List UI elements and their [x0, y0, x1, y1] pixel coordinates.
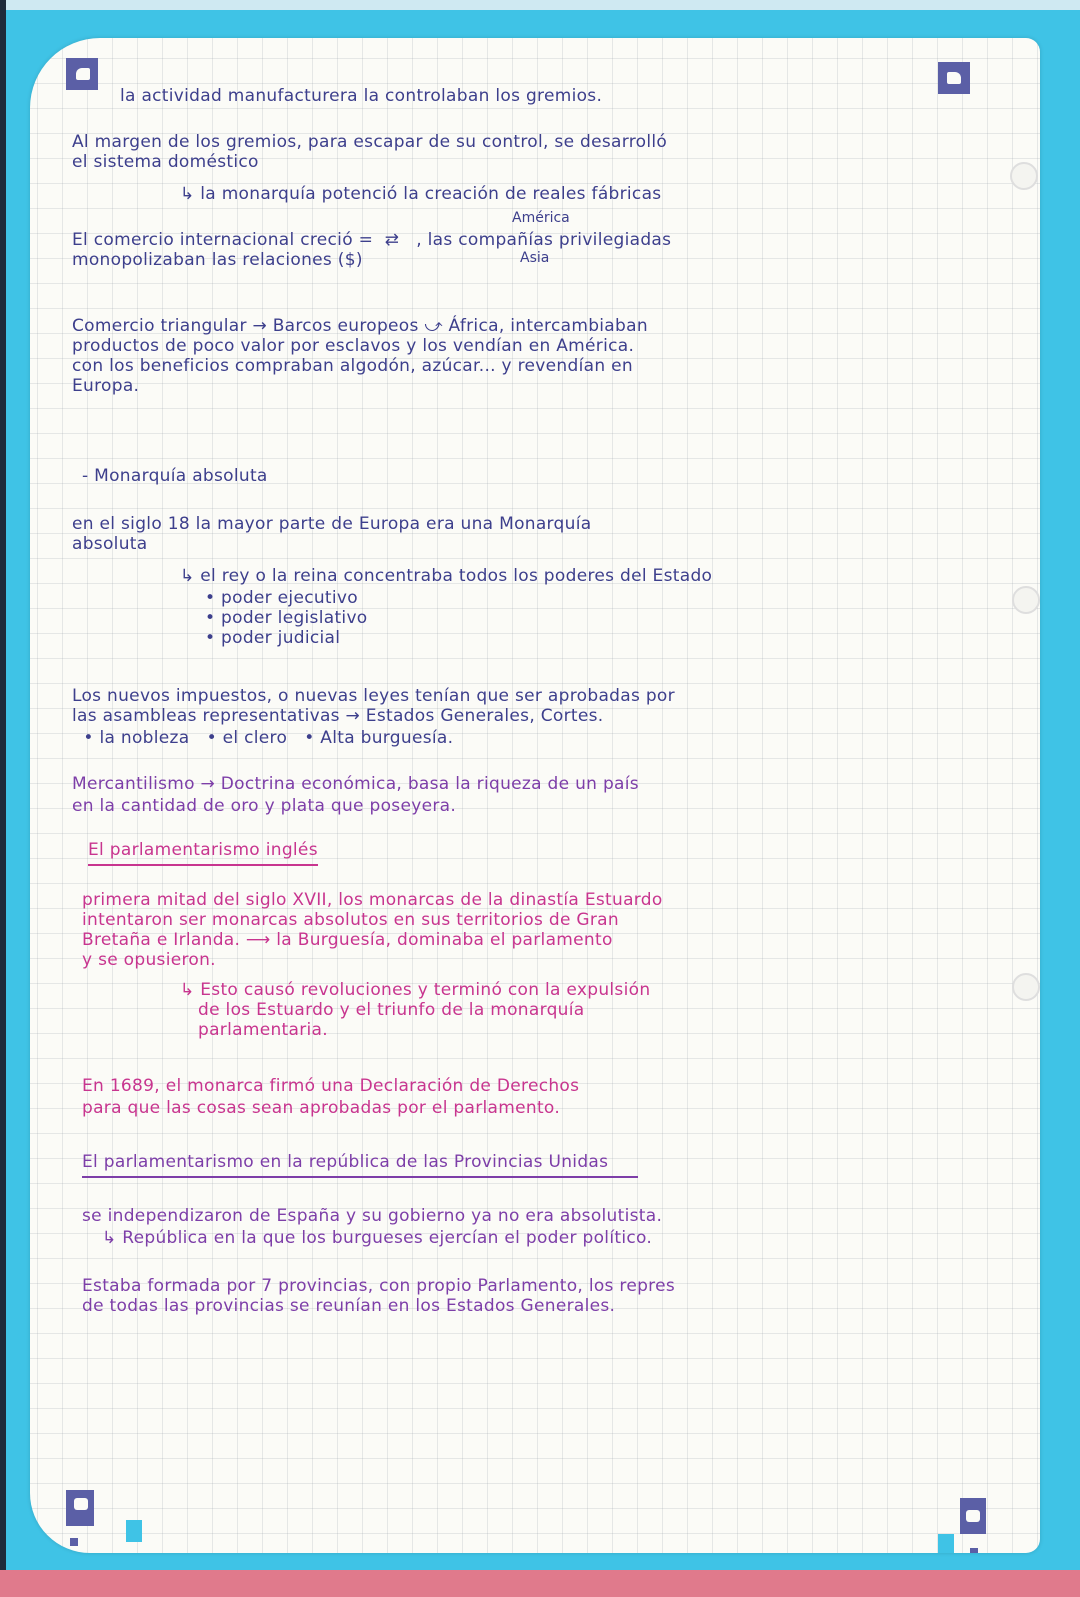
- note-line: Europa.: [72, 376, 140, 396]
- note-line: El comercio internacional creció = ⇄ , las compañías privilegiadas: [72, 230, 672, 250]
- note-line: primera mitad del siglo XVII, los monarcas de la dinastía Estuardo: [82, 890, 663, 910]
- note-line: absoluta: [72, 534, 148, 554]
- left-edge-strip: [0, 0, 6, 1597]
- binder-hole-icon: [1010, 162, 1038, 190]
- notebook-page: [30, 38, 1040, 1553]
- cyan-square-bottom-left-icon: [126, 1520, 142, 1542]
- bullet-item: • poder legislativo: [205, 608, 368, 628]
- note-line: productos de poco valor por esclavos y los vendían en América.: [72, 336, 635, 356]
- label-america: América: [512, 210, 570, 226]
- note-line: ↳ la monarquía potenció la creación de reales fábricas: [180, 184, 662, 204]
- note-line: y se opusieron.: [82, 950, 216, 970]
- note-line: Mercantilismo → Doctrina económica, basa la riqueza de un país: [72, 774, 639, 794]
- corner-mark-top-left-icon: [66, 58, 98, 90]
- note-line: la actividad manufacturera la controlaban los gremios.: [120, 86, 603, 106]
- bullet-item: • poder ejecutivo: [205, 588, 358, 608]
- top-edge-strip: [0, 0, 1080, 10]
- note-line: Al margen de los gremios, para escapar de su control, se desarrolló: [72, 132, 668, 152]
- note-line: el sistema doméstico: [72, 152, 259, 172]
- section-heading-absolute-monarchy: - Monarquía absoluta: [82, 466, 268, 486]
- note-line: ↳ el rey o la reina concentraba todos los poderes del Estado: [180, 566, 713, 586]
- note-line: Bretaña e Irlanda. ⟶ la Burguesía, dominaba el parlamento: [82, 930, 613, 950]
- note-line: • la nobleza • el clero • Alta burguesía.: [72, 728, 454, 748]
- label-asia: Asia: [520, 250, 550, 266]
- note-line: En 1689, el monarca firmó una Declaración de Derechos: [82, 1076, 580, 1096]
- binder-hole-icon: [1012, 973, 1040, 1001]
- cyan-square-bottom-right-icon: [938, 1534, 954, 1553]
- corner-mark-bottom-left-icon: [66, 1490, 94, 1526]
- section-heading-english-parliamentarism: El parlamentarismo inglés: [88, 838, 318, 866]
- bullet-item: • poder judicial: [205, 628, 341, 648]
- dot-bottom-left-icon: [70, 1538, 78, 1546]
- binder-hole-icon: [1012, 586, 1040, 614]
- note-line: ↳ República en la que los burgueses ejercían el poder político.: [102, 1228, 653, 1248]
- note-line: ↳ Esto causó revoluciones y terminó con la expulsión: [180, 980, 651, 1000]
- note-line: se independizaron de España y su gobierno ya no era absolutista.: [82, 1206, 663, 1226]
- note-line: de todas las provincias se reunían en los Estados Generales.: [82, 1296, 616, 1316]
- note-line: monopolizaban las relaciones ($): [72, 250, 363, 270]
- note-line: en la cantidad de oro y plata que poseyera.: [72, 796, 457, 816]
- bottom-edge-strip: [0, 1570, 1080, 1597]
- note-line: Comercio triangular → Barcos europeos ⤻ África, intercambiaban: [72, 316, 648, 336]
- note-line: con los beneficios compraban algodón, azúcar... y revendían en: [72, 356, 633, 376]
- corner-mark-top-right-icon: [938, 62, 970, 94]
- dot-bottom-right-icon: [970, 1548, 978, 1553]
- section-heading-dutch-parliamentarism: El parlamentarismo en la república de las Provincias Unidas: [82, 1150, 638, 1178]
- note-line: de los Estuardo y el triunfo de la monarquía: [198, 1000, 585, 1020]
- note-line: parlamentaria.: [198, 1020, 328, 1040]
- note-line: en el siglo 18 la mayor parte de Europa era una Monarquía: [72, 514, 592, 534]
- note-line: intentaron ser monarcas absolutos en sus territorios de Gran: [82, 910, 619, 930]
- note-line: Estaba formada por 7 provincias, con propio Parlamento, los repres: [82, 1276, 676, 1296]
- note-line: para que las cosas sean aprobadas por el parlamento.: [82, 1098, 561, 1118]
- corner-mark-bottom-right-icon: [960, 1498, 986, 1534]
- note-line: las asambleas representativas → Estados Generales, Cortes.: [72, 706, 604, 726]
- note-line: Los nuevos impuestos, o nuevas leyes tenían que ser aprobadas por: [72, 686, 675, 706]
